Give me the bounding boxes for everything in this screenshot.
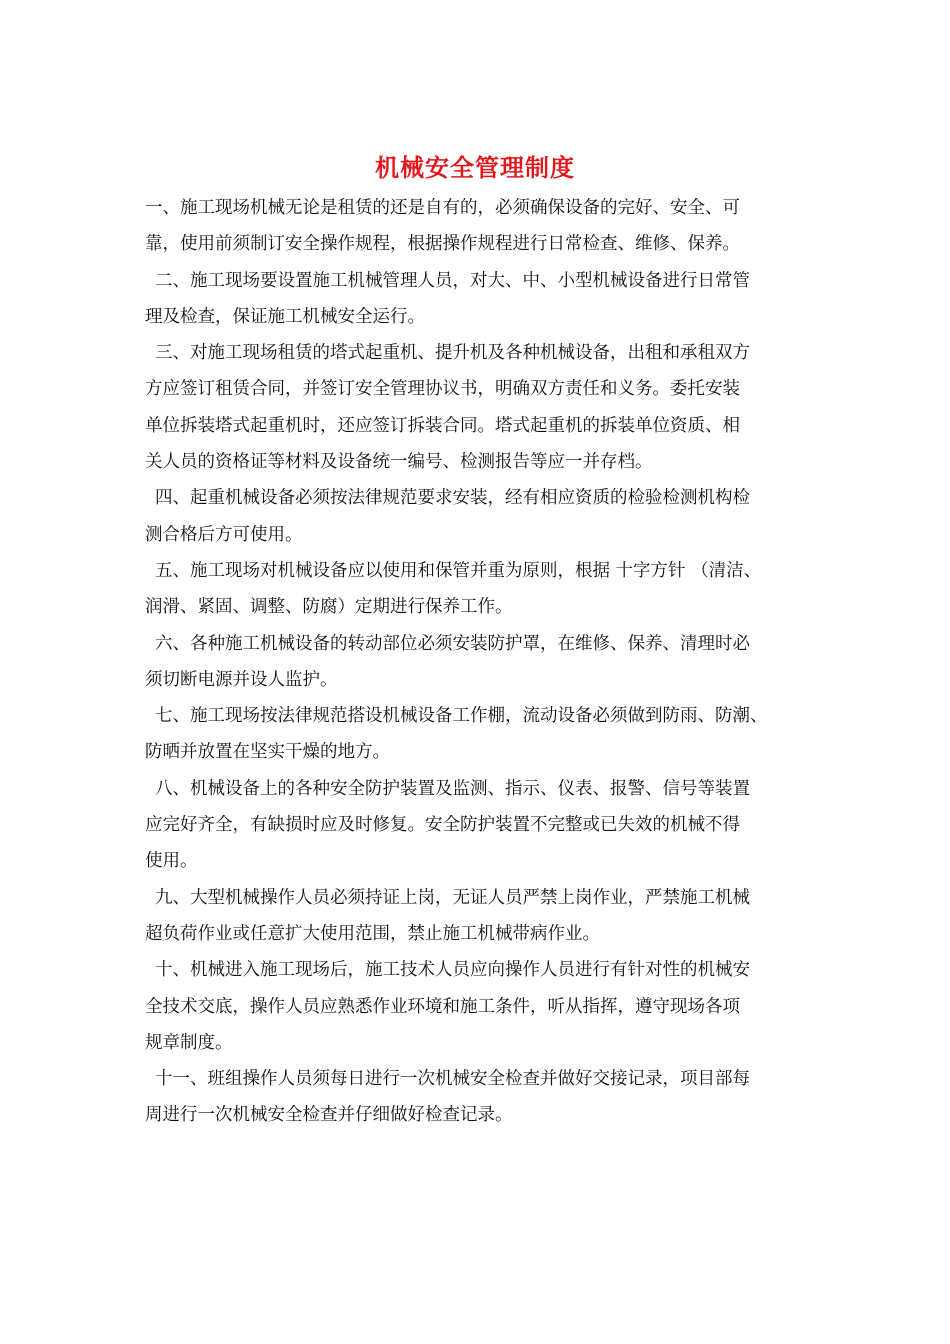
paragraph-line: 九、大型机械操作人员必须持证上岗，无证人员严禁上岗作业，严禁施工机械: [155, 887, 750, 908]
paragraph-line: 润滑、紧固、调整、防腐）定期进行保养工作。: [145, 597, 513, 618]
paragraph: [145, 771, 825, 880]
paragraph: [145, 880, 825, 953]
document-title: 机械安全管理制度: [375, 153, 575, 182]
paragraph-line: 十一、班组操作人员须每日进行一次机械安全检查并做好交接记录，项目部每: [155, 1069, 750, 1090]
paragraph-line: 理及检查，保证施工机械安全运行。: [145, 306, 425, 327]
paragraph: [145, 190, 825, 263]
paragraph-line: 单位拆装塔式起重机时，还应签订拆装合同。塔式起重机的拆装单位资质、相: [145, 415, 740, 436]
paragraph-line: 二、施工现场要设置施工机械管理人员，对大、中、小型机械设备进行日常管: [155, 270, 750, 291]
paragraph-line: 应完好齐全，有缺损时应及时修复。安全防护装置不完整或已失效的机械不得: [145, 815, 740, 836]
document-body: [145, 190, 825, 1134]
paragraph: [145, 626, 825, 699]
paragraph: [145, 263, 825, 336]
paragraph-line: 靠，使用前须制订安全操作规程，根据操作规程进行日常检查、维修、保养。: [145, 234, 740, 255]
paragraph-line: 三、对施工现场租赁的塔式起重机、提升机及各种机械设备，出租和承租双方: [155, 343, 750, 364]
paragraph: [145, 553, 825, 626]
paragraph: [145, 698, 825, 771]
paragraph-line: 防晒并放置在坚实干燥的地方。: [145, 742, 390, 763]
paragraph-line: 六、各种施工机械设备的转动部位必须安装防护罩，在维修、保养、清理时必: [155, 633, 750, 654]
paragraph-line: 七、施工现场按法律规范搭设机械设备工作棚，流动设备必须做到防雨、防潮、: [155, 706, 768, 727]
paragraph: [145, 1061, 825, 1134]
paragraph-line: 测合格后方可使用。: [145, 524, 303, 545]
paragraph: [145, 952, 825, 1061]
paragraph-line: 关人员的资格证等材料及设备统一编号、检测报告等应一并存档。: [145, 452, 653, 473]
paragraph-line: 使用。: [145, 851, 198, 872]
paragraph-line: 规章制度。: [145, 1032, 233, 1053]
paragraph: [145, 480, 825, 553]
paragraph-line: 方应签订租赁合同，并签订安全管理协议书，明确双方责任和义务。委托安装: [145, 379, 740, 400]
paragraph-line: 超负荷作业或任意扩大使用范围，禁止施工机械带病作业。: [145, 923, 600, 944]
paragraph-line: 五、施工现场对机械设备应以使用和保管并重为原则，根据 十字方针 （清洁、: [155, 560, 762, 581]
paragraph-line: 八、机械设备上的各种安全防护装置及监测、指示、仪表、报警、信号等装置: [155, 778, 750, 799]
paragraph-line: 周进行一次机械安全检查并仔细做好检查记录。: [145, 1105, 513, 1126]
paragraph-line: 四、起重机械设备必须按法律规范要求安装，经有相应资质的检验检测机构检: [155, 488, 750, 509]
paragraph-line: 全技术交底，操作人员应熟悉作业环境和施工条件，听从指挥，遵守现场各项: [145, 996, 740, 1017]
paragraph-line: 十、机械进入施工现场后，施工技术人员应向操作人员进行有针对性的机械安: [155, 960, 750, 981]
paragraph-line: 须切断电源并设人监护。: [145, 669, 338, 690]
paragraph: [145, 335, 825, 480]
paragraph-line: 一、施工现场机械无论是租赁的还是自有的，必须确保设备的完好、安全、可: [145, 198, 740, 218]
